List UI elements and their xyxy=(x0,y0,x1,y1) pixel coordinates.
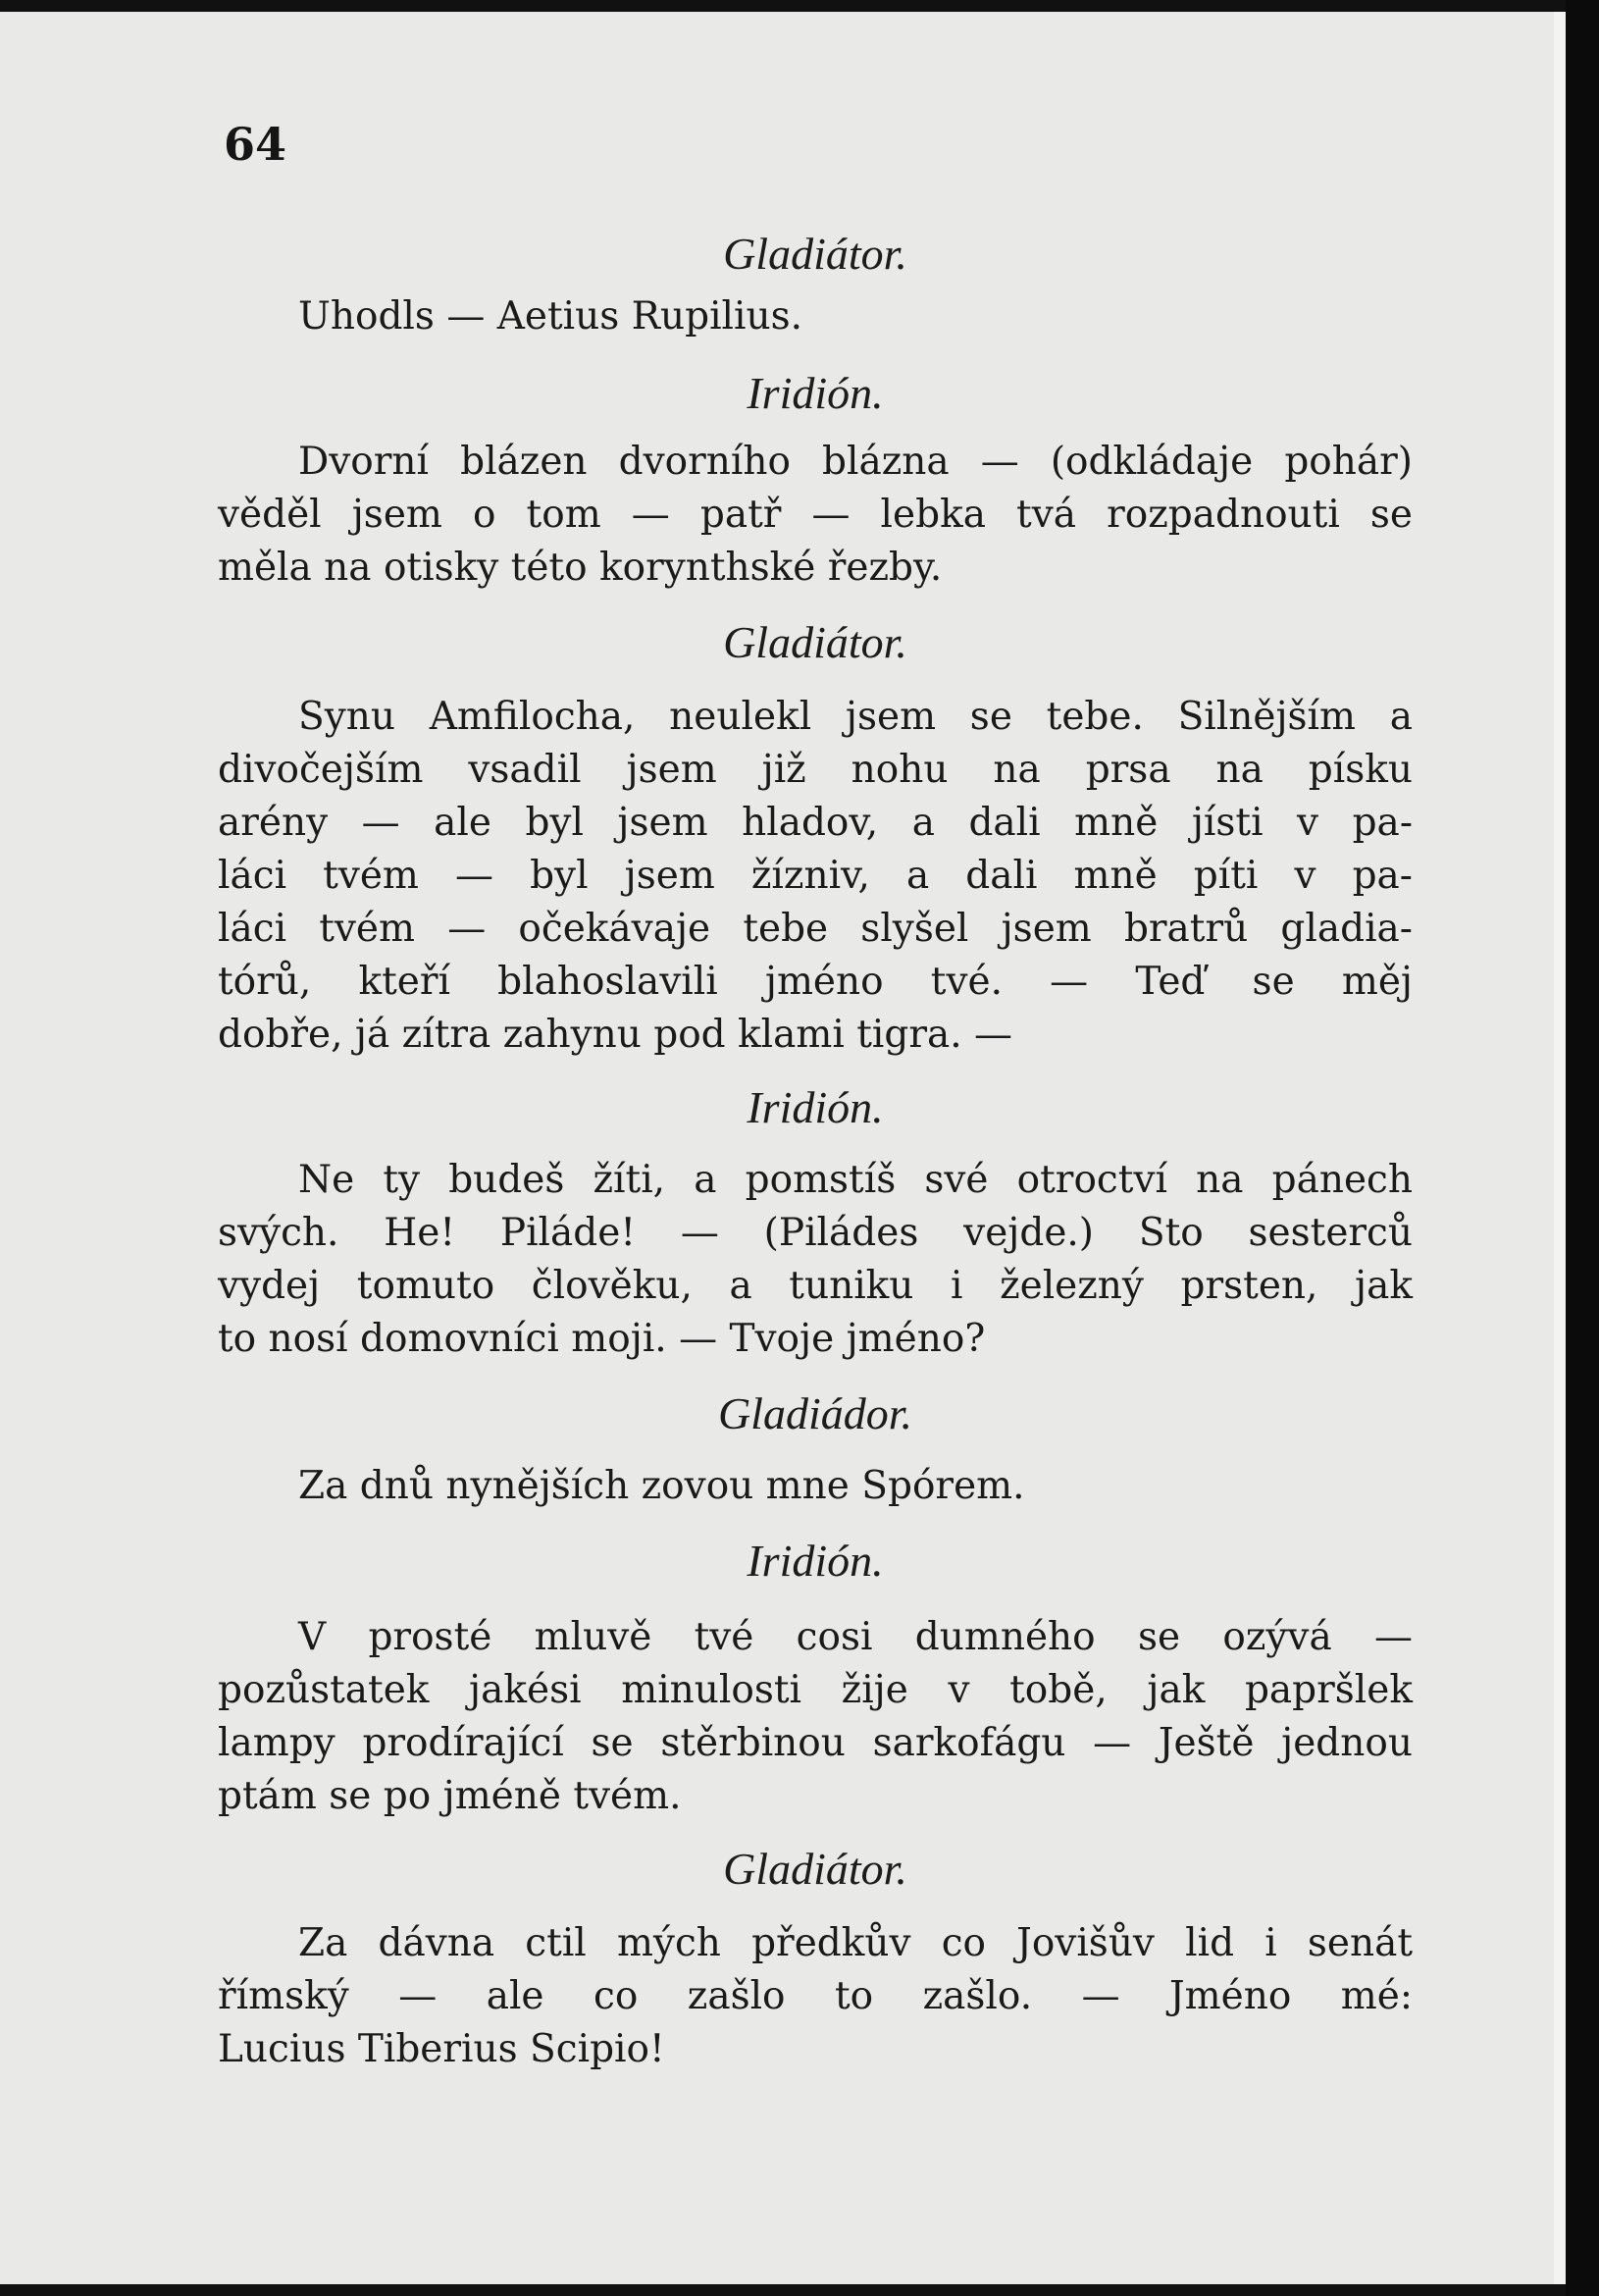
text-line: Lucius Tiberius Scipio! xyxy=(218,2027,665,2071)
text-line: pozůstatek jakési minulosti žije v tobě, jak papršlek xyxy=(218,1668,1413,1712)
text-line: svých. He! Piláde! — (Piládes vejde.) Sto sesterců xyxy=(218,1211,1413,1255)
dialogue-paragraph xyxy=(218,1917,1413,2076)
dialogue-paragraph xyxy=(218,691,1413,1062)
dialogue-paragraph xyxy=(218,1154,1413,1366)
text-line: lampy prodírající se stěrbinou sarkofágu — Ještě jednou xyxy=(218,1721,1413,1765)
text-line: V prosté mluvě tvé cosi dumného se ozývá — xyxy=(298,1615,1413,1659)
scan-border xyxy=(1566,0,1599,2296)
text-line: vydej tomuto člověku, a tuniku i železný prsten, jak xyxy=(218,1264,1413,1308)
speaker-name: Iridión. xyxy=(747,1082,884,1132)
speaker-name: Gladiádor. xyxy=(717,1388,913,1438)
speaker-name: Iridión. xyxy=(747,368,884,418)
text-line: ptám se po jméně tvém. xyxy=(218,1774,682,1818)
text-line: Za dnů nynějších zovou mne Spórem. xyxy=(298,1464,1025,1508)
text-line: věděl jsem o tom — patř — lebka tvá rozpadnouti se xyxy=(218,493,1413,537)
text-line: Dvorní blázen dvorního blázna — (odkládaje pohár) xyxy=(298,440,1413,484)
text-line: tórů, kteří blahoslavili jméno tvé. — Teď se měj xyxy=(218,960,1413,1004)
dialogue-paragraph xyxy=(218,1611,1413,1823)
text-line: Ne ty budeš žíti, a pomstíš své otroctví na pánech xyxy=(298,1158,1413,1202)
text-line: Za dávna ctil mých předkův co Jovišův lid i senát xyxy=(298,1921,1413,1965)
speaker-name: Iridión. xyxy=(747,1536,884,1586)
speaker-name: Gladiátor. xyxy=(723,229,907,279)
text-line: Synu Amfilocha, neulekl jsem se tebe. Silnějším a xyxy=(298,695,1413,739)
dialogue-paragraph xyxy=(218,436,1413,595)
text-line: Uhodls — Aetius Rupilius. xyxy=(298,294,803,339)
text-line: láci tvém — očekávaje tebe slyšel jsem bratrů gladia- xyxy=(218,907,1413,951)
text-line: arény — ale byl jsem hladov, a dali mně jísti v pa- xyxy=(218,801,1413,845)
book-page xyxy=(0,12,1554,2284)
text-line: divočejším vsadil jsem již nohu na prsa na písku xyxy=(218,748,1413,792)
text-line: láci tvém — byl jsem žízniv, a dali mně píti v pa- xyxy=(218,854,1413,898)
text-line: měla na otisky této korynthské řezby. xyxy=(218,546,943,590)
speaker-name: Gladiátor. xyxy=(723,617,907,667)
text-line: dobře, já zítra zahynu pod klami tigra. — xyxy=(218,1013,1013,1057)
dialogue-paragraph xyxy=(218,290,1413,343)
speaker-name: Gladiátor. xyxy=(723,1844,907,1894)
text-line: římský — ale co zašlo to zašlo. — Jméno mé: xyxy=(218,1974,1413,2018)
page-number: 64 xyxy=(224,118,287,171)
text-line: to nosí domovníci moji. — Tvoje jméno? xyxy=(218,1317,986,1361)
page-edge xyxy=(1554,12,1566,2284)
dialogue-paragraph xyxy=(218,1460,1413,1513)
